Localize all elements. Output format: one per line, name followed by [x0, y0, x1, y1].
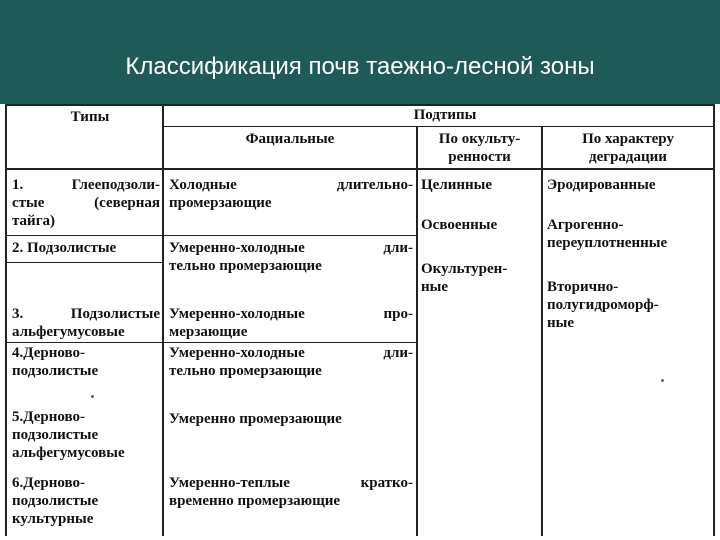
header-types: Типы — [70, 109, 110, 125]
facial-4-line-2: тельно промерзающие — [169, 363, 322, 379]
type-1-line-1: 1. Глееподзоли- — [12, 177, 160, 193]
facial-cell — [169, 344, 413, 380]
degradation-1-line-1: Эродированные — [547, 177, 656, 193]
header-subtypes: Подтипы — [413, 107, 477, 123]
type-4-line-1: 4.Дерново- — [12, 345, 86, 361]
degradation-3-line-3: ные — [547, 315, 575, 331]
facial-5-line-1: Умеренно промерзающие — [169, 411, 342, 427]
type-5-line-2: подзолистые — [12, 427, 99, 443]
slide-title: Классификация почв таежно-лесной зоны — [125, 53, 595, 80]
row-rule-1 — [5, 235, 418, 236]
header-cultivation-line-1: По окульту- — [438, 131, 521, 147]
type-6-line-1: 6.Дерново- — [12, 475, 86, 491]
type-1-line-2: стые (северная — [12, 195, 160, 211]
header-rule — [5, 168, 715, 170]
type-cell — [12, 305, 160, 341]
degradation-2-line-2: переуплотненные — [547, 235, 668, 251]
facial-6-line-1: Умеренно-теплые кратко- — [169, 475, 413, 491]
type-5-line-3: альфегумусовые — [12, 445, 125, 461]
facial-cell — [169, 305, 413, 341]
scan-speck — [91, 395, 94, 398]
table-border-top — [5, 104, 715, 106]
header-degradation — [543, 130, 713, 166]
scan-speck — [661, 379, 664, 382]
row-rule-2 — [5, 262, 162, 263]
header-facial: Фациальные — [245, 131, 335, 147]
facial-4-line-1: Умеренно-холодные дли- — [169, 345, 413, 361]
facial-cell — [169, 474, 413, 510]
type-3-line-1: 3. Подзолистые — [12, 306, 160, 322]
row-rule-3 — [5, 342, 418, 343]
type-cell — [12, 239, 160, 257]
header-cultivation-line-2: ренности — [448, 149, 511, 165]
divider-facial — [416, 126, 418, 536]
type-6-line-3: культурные — [12, 511, 94, 527]
type-1-line-3: тайга) — [12, 213, 56, 229]
facial-2-line-2: тельно промерзающие — [169, 258, 322, 274]
cultivation-1-line-1: Целинные — [421, 177, 493, 193]
facial-3-line-2: мерзающие — [169, 324, 248, 340]
type-4-line-2: подзолистые — [12, 363, 99, 379]
degradation-cell — [547, 176, 711, 194]
degradation-3-line-1: Вторично- — [547, 279, 619, 295]
facial-1-line-1: Холодные длительно- — [169, 177, 413, 193]
type-5-line-1: 5.Дерново- — [12, 409, 86, 425]
type-cell — [12, 408, 160, 462]
facial-3-line-1: Умеренно-холодные про- — [169, 306, 413, 322]
cultivation-cell — [421, 260, 539, 296]
facial-cell — [169, 410, 413, 428]
header-degradation-line-2: деградации — [589, 149, 667, 165]
facial-cell — [169, 176, 413, 212]
divider-cultivation — [541, 126, 543, 536]
header-degradation-line-1: По характеру — [582, 131, 674, 147]
facial-cell — [169, 239, 413, 275]
type-3-line-2: альфегумусовые — [12, 324, 125, 340]
facial-1-line-2: промерзающие — [169, 195, 272, 211]
facial-6-line-2: временно промерзающие — [169, 493, 341, 509]
cultivation-3-line-1: Окультурен- — [421, 261, 508, 277]
cultivation-cell — [421, 216, 539, 234]
degradation-2-line-1: Агрогенно- — [547, 217, 624, 233]
header-cultivation — [418, 130, 541, 166]
type-2-line-1: 2. Подзолистые — [12, 240, 117, 256]
slide-header — [0, 0, 720, 104]
type-cell — [12, 344, 160, 380]
degradation-cell — [547, 278, 711, 332]
cultivation-cell — [421, 176, 539, 194]
type-6-line-2: подзолистые — [12, 493, 99, 509]
cultivation-3-line-2: ные — [421, 279, 449, 295]
degradation-cell — [547, 216, 711, 252]
facial-2-line-1: Умеренно-холодные дли- — [169, 240, 413, 256]
type-cell — [12, 474, 160, 528]
soil-classification-table — [5, 104, 715, 536]
type-cell — [12, 176, 160, 230]
cultivation-2-line-1: Освоенные — [421, 217, 498, 233]
subtypes-rule — [162, 126, 715, 127]
degradation-3-line-2: полугидроморф- — [547, 297, 659, 313]
